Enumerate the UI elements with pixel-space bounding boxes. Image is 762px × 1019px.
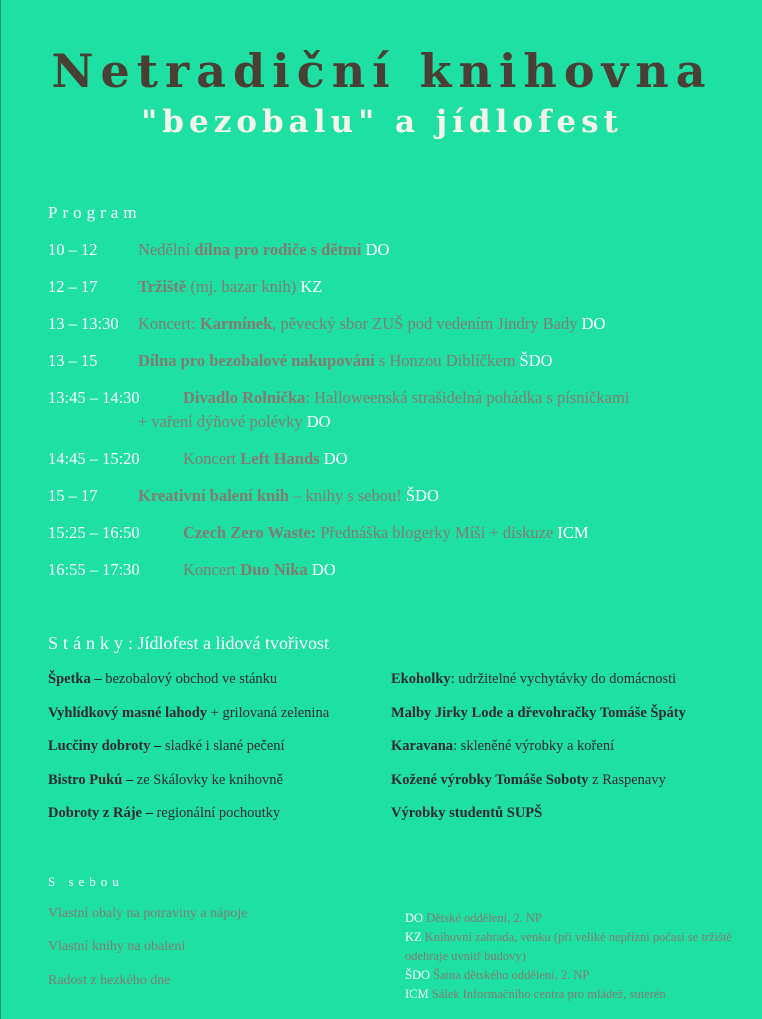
program-desc-bold: Duo Nika xyxy=(240,560,308,579)
location-code: ŠDO xyxy=(519,351,553,370)
program-desc xyxy=(183,388,629,408)
location-code: DO xyxy=(311,560,336,579)
program-desc-post: : Halloweenská strašidelná pohádka s písničkami xyxy=(305,388,630,407)
stall-item xyxy=(391,772,666,789)
stall-desc: bezobalový obchod ve stánku xyxy=(101,671,278,687)
program-heading: Program xyxy=(48,203,142,222)
stall-desc: sladké i slané pečení xyxy=(161,738,285,754)
program-desc-line2 xyxy=(138,412,331,432)
program-desc-post: s Honzou Diblíčkem xyxy=(374,351,520,370)
stall-item xyxy=(391,705,686,722)
program-desc xyxy=(183,449,348,469)
program-time: 12 – 17 xyxy=(48,277,98,296)
sebou-heading: S sebou xyxy=(48,874,124,889)
legend-text: Dětské oddělení, 2. NP xyxy=(423,911,542,925)
program-desc-bold: Left Hands xyxy=(240,449,320,468)
location-code: DO xyxy=(306,412,331,431)
program-time: 14:45 – 15:20 xyxy=(48,449,140,468)
program-desc-bold: Tržiště xyxy=(138,277,187,296)
program-desc-post: – knihy s sebou! xyxy=(288,486,406,505)
stanky-heading-rest: : Jídlofest a lidová tvořivost xyxy=(128,633,329,653)
program-time: 13 – 13:30 xyxy=(48,314,119,333)
program-row xyxy=(48,486,748,510)
program-time: 10 – 12 xyxy=(48,240,98,259)
program-time: 13:45 – 14:30 xyxy=(48,388,140,407)
location-code: KZ xyxy=(300,277,323,296)
stall-item xyxy=(48,738,285,755)
program-desc-bold: Dílna pro bezobalové nakupování xyxy=(138,351,375,370)
stall-desc: : skleněné výrobky a koření xyxy=(453,738,615,754)
location-code: ŠDO xyxy=(405,486,439,505)
program-row xyxy=(48,523,748,547)
legend-code: DO xyxy=(405,911,424,925)
stall-item xyxy=(48,805,280,822)
program-row xyxy=(48,240,748,264)
stall-item xyxy=(391,805,542,822)
stall-name: Bistro Pukú – xyxy=(48,772,134,788)
program-desc xyxy=(138,486,439,506)
stall-desc: regionální pochoutky xyxy=(152,805,281,821)
location-code: DO xyxy=(365,240,390,259)
program-row xyxy=(48,388,748,436)
program-row xyxy=(48,351,748,375)
stall-name: Kožené výrobky Tomáše Soboty xyxy=(391,772,589,788)
stall-desc: ze Skálovky ke knihovně xyxy=(133,772,283,788)
program-desc-pre: Koncert xyxy=(183,560,241,579)
program-desc-post: , pěvecký sbor ZUŠ pod vedením Jindry Bady xyxy=(272,314,582,333)
legend-item xyxy=(405,985,735,1004)
title-main: Netradiční knihovna xyxy=(51,44,713,98)
sebou-item: Vlastní knihy na obalení xyxy=(48,939,186,954)
location-code: DO xyxy=(581,314,606,333)
stall-item xyxy=(48,671,277,688)
stall-name: Dobroty z Ráje – xyxy=(48,805,153,821)
program-desc-pre: Koncert xyxy=(183,449,241,468)
legend-text: Šatna dětského oddělení, 2. NP xyxy=(430,968,590,982)
sebou-item: Radost z hezkého dne xyxy=(48,973,171,988)
program-row xyxy=(48,449,748,473)
stall-name: Výrobky studentů SUPŠ xyxy=(391,805,543,821)
program-desc xyxy=(183,560,336,580)
stall-name: Vyhlídkový masné lahody xyxy=(48,705,208,721)
stall-desc: + grilovaná zelenina xyxy=(207,705,330,721)
legend-item xyxy=(405,928,735,966)
stall-name: Malby Jirky Lode a dřevohračky Tomáše Špáty xyxy=(391,705,686,721)
legend-code: KZ xyxy=(405,930,422,944)
program-desc-bold: Divadlo Rolnička xyxy=(183,388,306,407)
stall-desc: : udržitelné vychytávky do domácnosti xyxy=(450,671,677,687)
location-legend xyxy=(405,909,735,1004)
program-row xyxy=(48,277,748,301)
stall-item xyxy=(48,705,329,722)
stall-name: Ekoholky xyxy=(391,671,451,687)
legend-code: ICM xyxy=(405,987,429,1001)
program-desc xyxy=(138,277,322,297)
program-desc-bold: Karmínek xyxy=(199,314,273,333)
stall-item xyxy=(48,772,283,789)
title-sub: "bezobalu" a jídlofest xyxy=(141,104,623,140)
stall-desc: z Raspenavy xyxy=(588,772,666,788)
legend-item xyxy=(405,909,735,928)
program-time: 16:55 – 17:30 xyxy=(48,560,140,579)
program-desc xyxy=(138,314,605,334)
stanky-heading-prefix: Stánky xyxy=(48,633,129,653)
location-code: DO xyxy=(323,449,348,468)
program-desc xyxy=(138,240,389,260)
stall-name: Špetka – xyxy=(48,671,102,687)
legend-text: Sálek Informačního centra pro mládež, suterén xyxy=(428,987,666,1001)
program-time: 13 – 15 xyxy=(48,351,98,370)
program-desc-bold: dílna pro rodiče s dětmi xyxy=(194,240,362,259)
stall-name: Karavana xyxy=(391,738,454,754)
program-desc xyxy=(138,351,553,371)
program-time: 15:25 – 16:50 xyxy=(48,523,140,542)
legend-text: Knihovní zahrada, venku (při veliké nepřízni počasí se tržiště odehraje uvnitř budovy) xyxy=(405,930,732,963)
program-time: 15 – 17 xyxy=(48,486,98,505)
program-desc-bold: Czech Zero Waste: xyxy=(183,523,317,542)
stanky-heading xyxy=(48,633,329,654)
program-row xyxy=(48,314,748,338)
program-desc-line2-text: + vaření dýňové polévky xyxy=(138,412,307,431)
program-row xyxy=(48,560,748,584)
stall-item xyxy=(391,738,614,755)
program-desc-post: Přednáška blogerky Míši + diskuze xyxy=(316,523,558,542)
program-desc-bold: Kreativní balení knih xyxy=(138,486,289,505)
program-desc xyxy=(183,523,589,543)
location-code: ICM xyxy=(557,523,589,542)
program-desc-post: (mj. bazar knih) xyxy=(186,277,301,296)
program-desc-pre: Nedělní xyxy=(138,240,195,259)
stall-item xyxy=(391,671,676,688)
legend-item xyxy=(405,966,735,985)
stall-name: Lucčiny dobroty – xyxy=(48,738,162,754)
program-desc-pre: Koncert: xyxy=(138,314,200,333)
sebou-item: Vlastní obaly na potraviny a nápoje xyxy=(48,906,248,921)
legend-code: ŠDO xyxy=(405,968,431,982)
